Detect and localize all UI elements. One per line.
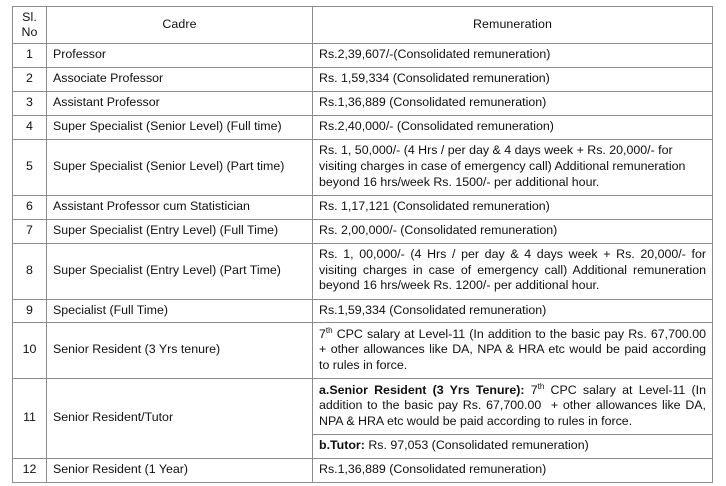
table-row xyxy=(13,219,713,243)
table-header xyxy=(13,7,713,44)
cell-cadre: Senior Resident/Tutor xyxy=(47,379,313,459)
cell-sl-no: 11 xyxy=(13,379,47,459)
sub-row-a-label: a.Senior Resident (3 Yrs Tenure): xyxy=(319,382,525,397)
cpc-rest-text: CPC salary at Level-11 (In addition to the basic pay Rs. 67,700.00 + other allowances like DA, NPA & HRA etc would be paid according to rules in force. xyxy=(319,326,713,373)
cell-cadre: Senior Resident (1 Year) xyxy=(47,459,313,483)
cell-sl-no: 8 xyxy=(13,243,47,299)
table-row xyxy=(13,115,713,139)
table-row xyxy=(13,379,713,435)
cell-remuneration: Rs. 2,00,000/- (Consolidated remuneration) xyxy=(313,219,713,243)
table-body xyxy=(13,44,713,483)
column-header-sl-line1: Sl. xyxy=(22,10,37,24)
table-row xyxy=(13,195,713,219)
cell-remuneration: Rs. 1,17,121 (Consolidated remuneration) xyxy=(313,195,713,219)
cell-sl-no: 12 xyxy=(13,459,47,483)
cpc-lead-number: 7 xyxy=(319,326,326,341)
cell-sl-no: 9 xyxy=(13,299,47,323)
cell-cadre: Super Specialist (Entry Level) (Part Time) xyxy=(47,243,313,299)
cell-cadre: Super Specialist (Senior Level) (Part time) xyxy=(47,139,313,195)
table-row xyxy=(13,68,713,92)
column-header-cadre: Cadre xyxy=(47,7,313,44)
sub-row-b-text: Rs. 97,053 (Consolidated remuneration) xyxy=(364,438,589,453)
cell-cadre: Super Specialist (Senior Level) (Full time) xyxy=(47,115,313,139)
cell-sl-no: 5 xyxy=(13,139,47,195)
cell-remuneration: Rs. 1, 50,000/- (4 Hrs / per day & 4 days week + Rs. 20,000/- for visiting charges in case of emergency call) Additional remuneration beyond 16 hrs/week Rs. 1500/- per additional hour. xyxy=(313,139,713,195)
table-header-row xyxy=(13,7,713,44)
sub-row-b-label: b.Tutor: xyxy=(319,438,365,453)
cell-sl-no: 2 xyxy=(13,68,47,92)
cell-cadre: Senior Resident (3 Yrs tenure) xyxy=(47,323,313,379)
table-row xyxy=(13,243,713,299)
cell-remuneration-sub-a xyxy=(313,379,713,435)
column-header-remuneration: Remuneration xyxy=(313,7,713,44)
table-row xyxy=(13,459,713,483)
cell-remuneration: Rs. 1, 00,000/- (4 Hrs / per day & 4 days week + Rs. 20,000/- for visiting charges in case of emergency call) Additional remuneration beyond 16 hrs/week Rs. 1200/- per additional hour. xyxy=(313,243,713,299)
cell-remuneration: Rs.1,59,334 (Consolidated remuneration) xyxy=(313,299,713,323)
cell-remuneration: Rs.2,40,000/- (Consolidated remuneration) xyxy=(313,115,713,139)
cell-sl-no: 7 xyxy=(13,219,47,243)
column-header-sl-line2: No xyxy=(21,24,38,39)
table-row xyxy=(13,44,713,68)
table-row xyxy=(13,92,713,116)
cell-remuneration xyxy=(313,323,713,379)
cell-cadre: Specialist (Full Time) xyxy=(47,299,313,323)
cell-remuneration: Rs. 1,59,334 (Consolidated remuneration) xyxy=(313,68,713,92)
cell-sl-no: 1 xyxy=(13,44,47,68)
cell-remuneration: Rs.1,36,889 (Consolidated remuneration) xyxy=(313,92,713,116)
cell-sl-no: 10 xyxy=(13,323,47,379)
column-header-sl-no xyxy=(13,7,47,44)
cell-cadre: Super Specialist (Entry Level) (Full Time) xyxy=(47,219,313,243)
table-row xyxy=(13,299,713,323)
cell-cadre: Assistant Professor xyxy=(47,92,313,116)
table-row xyxy=(13,323,713,379)
ordinal-suffix: th xyxy=(325,325,333,335)
remuneration-table xyxy=(12,6,713,483)
ordinal-suffix: th xyxy=(537,381,545,391)
cell-cadre: Associate Professor xyxy=(47,68,313,92)
cell-sl-no: 3 xyxy=(13,92,47,116)
cell-remuneration: Rs.1,36,889 (Consolidated remuneration) xyxy=(313,459,713,483)
cell-sl-no: 4 xyxy=(13,115,47,139)
table-row xyxy=(13,139,713,195)
cpc-lead-number: 7 xyxy=(524,382,538,397)
cell-sl-no: 6 xyxy=(13,195,47,219)
cell-cadre: Professor xyxy=(47,44,313,68)
cpc-rest-text: CPC salary at Level-11 (In addition to the basic pay Rs. 67,700.00 + other allowances like DA, NPA & HRA etc would be paid according to rules in force. xyxy=(319,382,710,429)
cell-cadre: Assistant Professor cum Statistician xyxy=(47,195,313,219)
cell-remuneration: Rs.2,39,607/-(Consolidated remuneration) xyxy=(313,44,713,68)
cell-remuneration-sub-b xyxy=(313,435,713,459)
